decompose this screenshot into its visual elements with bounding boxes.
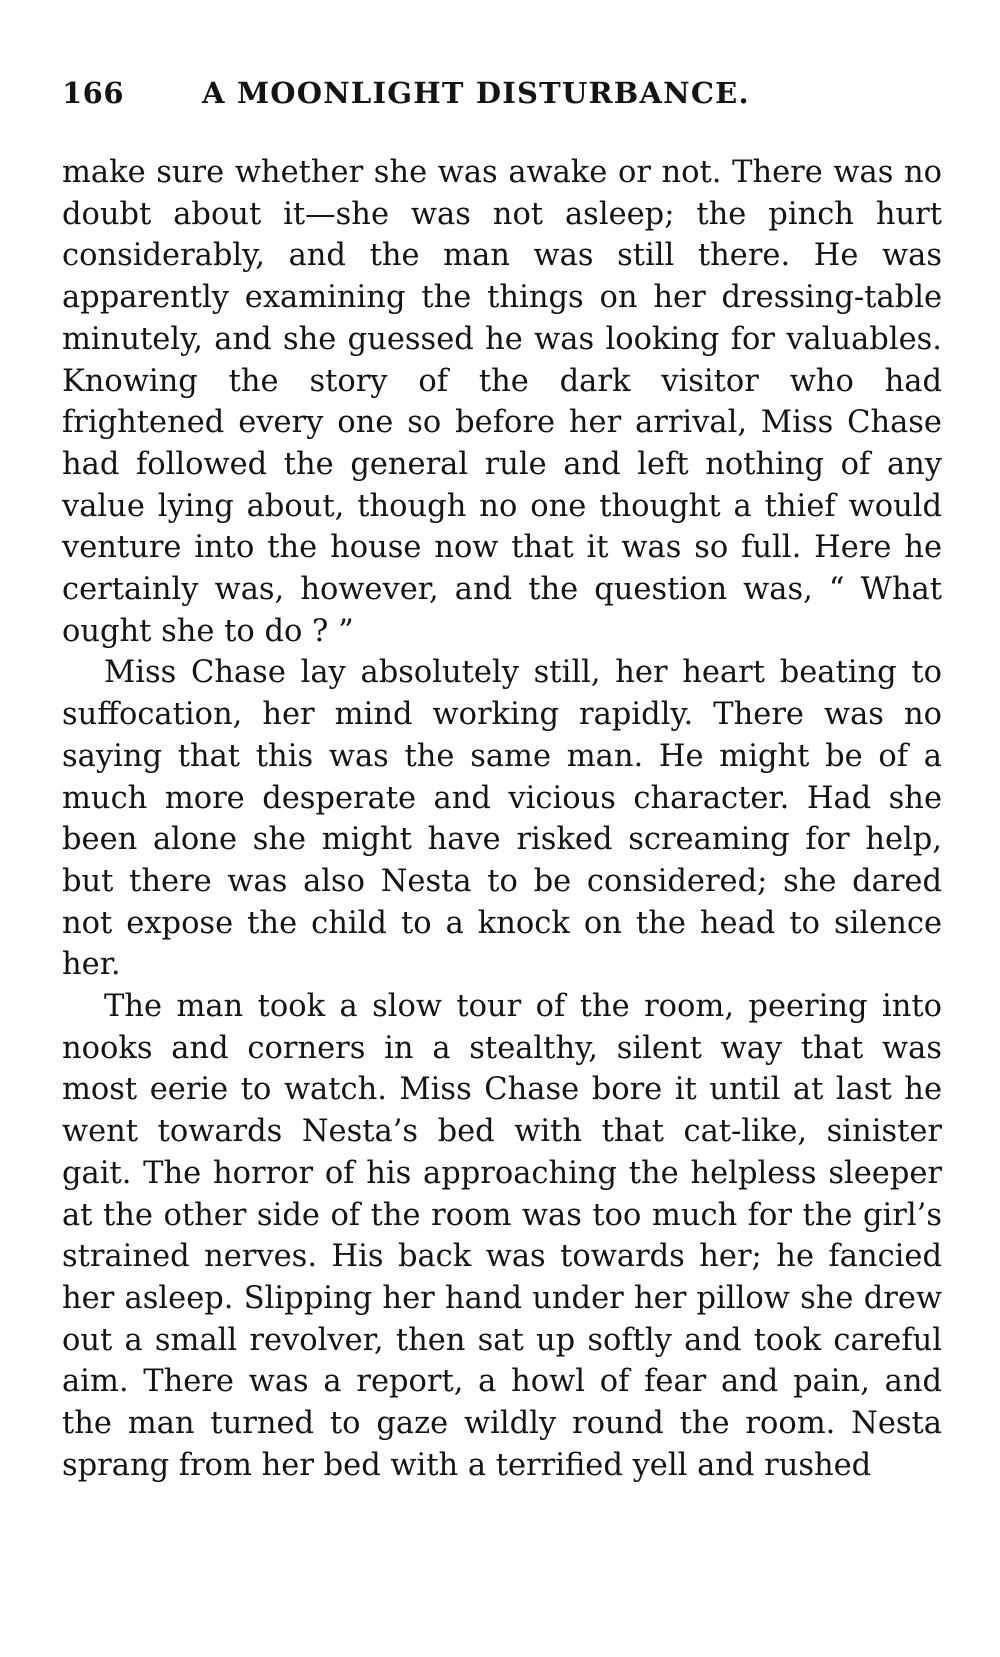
running-title: A MOONLIGHT DISTURBANCE. bbox=[202, 76, 750, 110]
running-header bbox=[62, 76, 932, 126]
page-number: 166 bbox=[62, 76, 125, 110]
paragraph-continuation: make sure whether she was awake or not. There was no doubt about it—she was not asleep; the pinch hurt considerably, and the man was still there. He was apparently examining the things on her dressing-table minutely, and she guessed he was looking for valuables. Knowing the story of the dark visitor who had frightened every one so before her arrival, Miss Chase had followed the general rule and left nothing of any value lying about, though no one thought a thief would venture into the house now that it was so full. Here he certainly was, however, and the question was, “ What ought she to do ? ” bbox=[62, 155, 942, 649]
paragraph: The man took a slow tour of the room, peering into nooks and corners in a stealthy, silent way that was most eerie to watch. Miss Chase bore it until at last he went towards Nesta’s bed with that cat-like, sinister gait. The horror of his approaching the helpless sleeper at the other side of the room was too much for the girl’s strained nerves. His back was towards her; he fancied her asleep. Slipping her hand under her pillow she drew out a small revolver, then sat up softly and took careful aim. There was a report, a howl of fear and pain, and the man turned to gaze wildly round the room. Nesta sprang from her bed with a terrified yell and rushed bbox=[62, 989, 942, 1483]
paragraph: Miss Chase lay absolutely still, her heart beating to suffocation, her mind working rapidly. There was no saying that this was the same man. He might be of a much more desperate and vicious character. Had she been alone she might have risked screaming for help, but there was also Nesta to be considered; she dared not expose the child to a knock on the head to silence her. bbox=[62, 655, 942, 983]
body-text bbox=[62, 152, 942, 1487]
